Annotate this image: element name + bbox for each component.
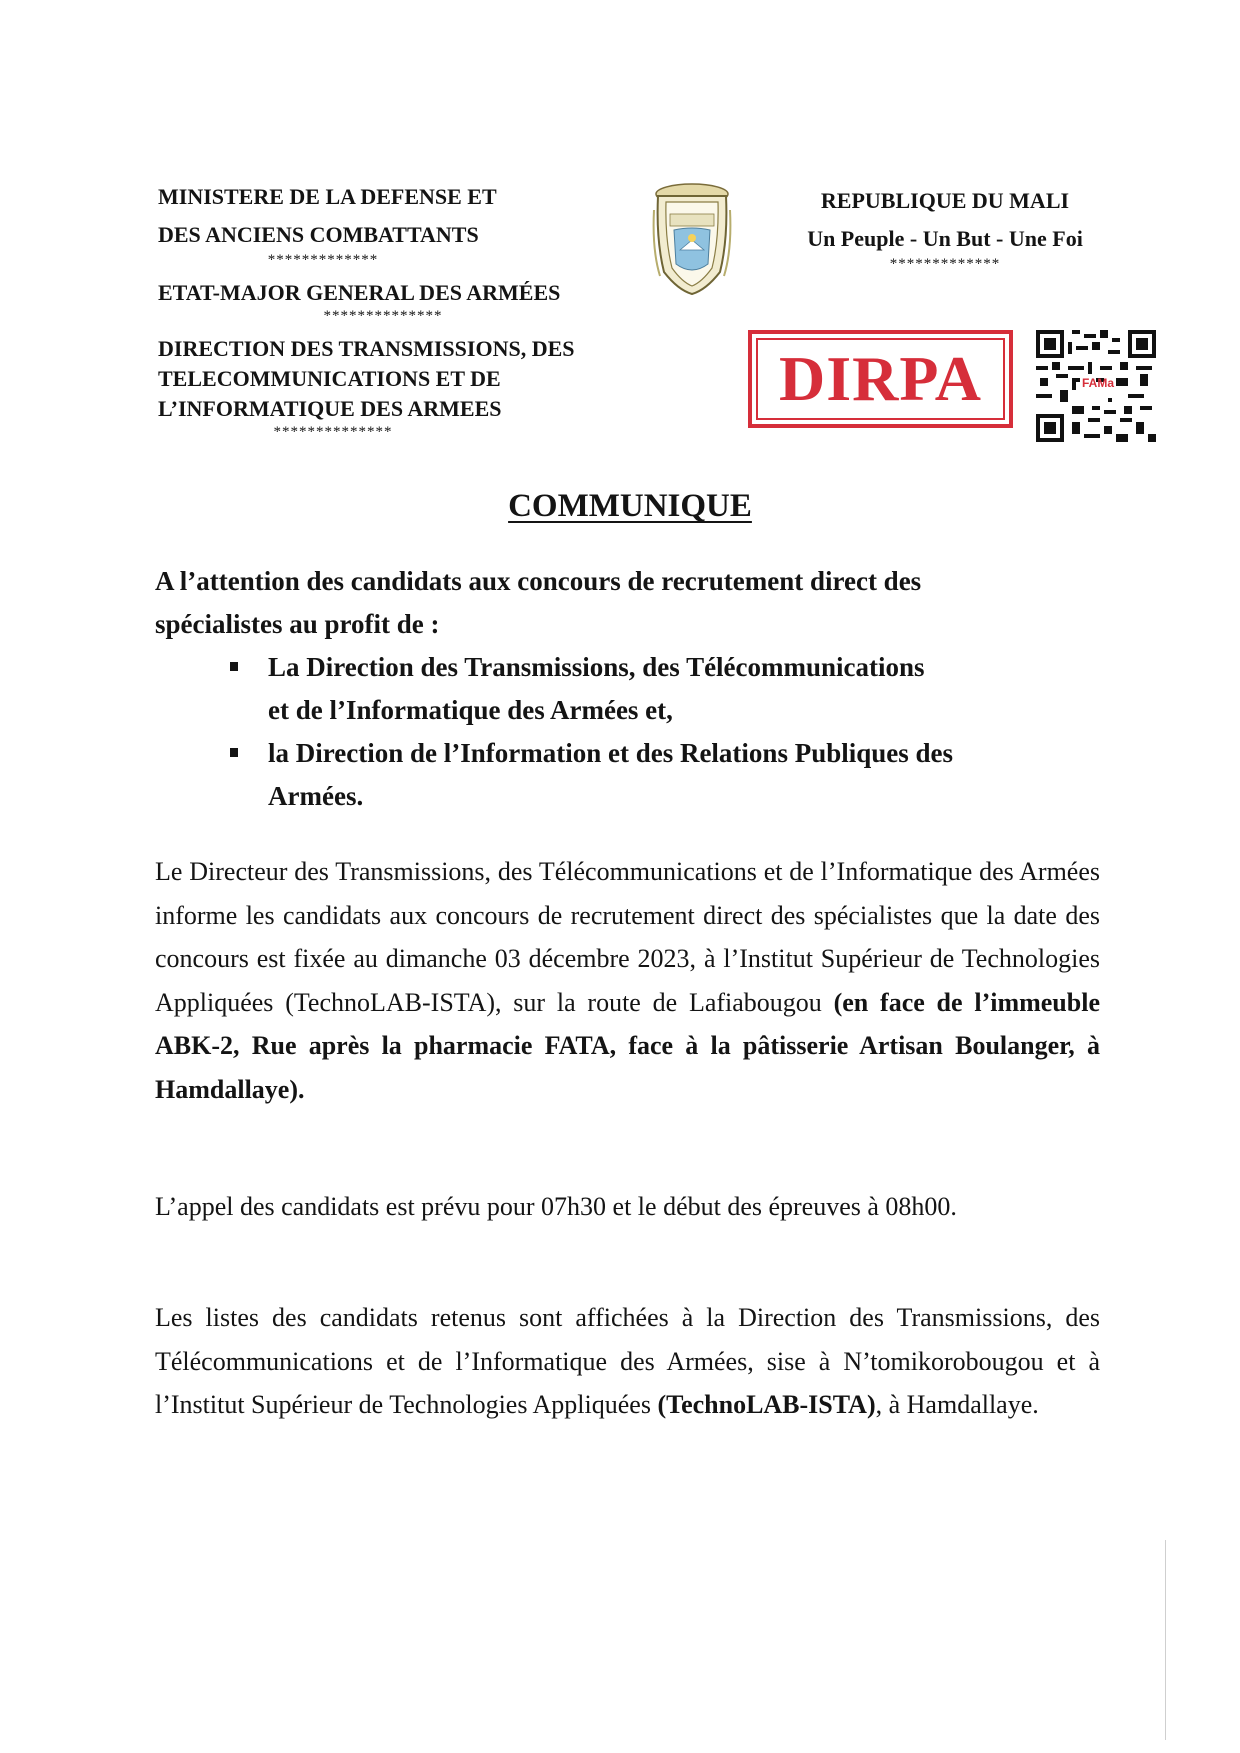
scan-edge-line — [1165, 1540, 1166, 1740]
qr-label: FAMa — [1081, 376, 1114, 390]
national-motto: Un Peuple - Un But - Une Foi — [807, 226, 1083, 251]
separator-stars: ************** — [273, 424, 393, 440]
separator-stars: ************* — [889, 256, 1001, 272]
ministry-line-2: DES ANCIENS COMBATTANTS — [158, 222, 479, 247]
announcement-paragraph — [155, 850, 1100, 1111]
qr-code-icon — [1036, 330, 1156, 442]
paragraph-text: Le Directeur des Transmissions, des Télécommunications et de l’Informatique des Armées informe les candidats aux concours de recrutement direct des spécialistes que la date des concours est fixée au dimanche 03 décembre 2023, à l’Institut Supérieur de Technologies Appliquées (TechnoLAB-ISTA), sur la route de Lafiabougou — [155, 857, 1100, 1017]
etat-major-line: ETAT-MAJOR GENERAL DES ARMÉES — [158, 280, 561, 305]
bullet-icon — [230, 662, 238, 671]
list-item-line: et de l’Informatique des Armées et, — [268, 695, 673, 725]
location-details: (en face de l’immeuble ABK-2, Rue après la pharmacie FATA, face à la pâtisserie Artisan Boulanger, à Hamdallaye). — [155, 987, 1100, 1104]
direction-line-1: DIRECTION DES TRANSMISSIONS, DES — [158, 336, 575, 361]
page-title: COMMUNIQUE — [508, 488, 752, 524]
list-item-line: La Direction des Transmissions, des Télécommunications — [268, 652, 925, 682]
schedule-paragraph — [155, 1185, 1100, 1229]
list-item-line: la Direction de l’Information et des Relations Publiques des — [268, 738, 954, 768]
bullet-icon — [230, 748, 238, 757]
separator-stars: ************** — [323, 308, 443, 324]
separator-stars: ************* — [267, 252, 379, 268]
direction-line-3: L’INFORMATIQUE DES ARMEES — [158, 396, 502, 421]
intro-line-2: spécialistes au profit de : — [155, 609, 440, 639]
republic-name: REPUBLIQUE DU MALI — [820, 188, 1070, 213]
list-item — [268, 646, 1108, 732]
paragraph-text: , à Hamdallaye. — [875, 1390, 1039, 1419]
institute-acronym: (TechnoLAB-ISTA) — [657, 1390, 876, 1419]
paragraph-text: L’appel des candidats est prévu pour 07h30 et le début des épreuves à 08h00. — [155, 1192, 957, 1221]
lists-paragraph — [155, 1296, 1100, 1427]
dirpa-stamp — [748, 330, 1013, 428]
stamp-text: DIRPA — [779, 343, 982, 414]
destination-list — [268, 646, 1108, 818]
paragraph-text: Les listes des candidats retenus sont affichées à la Direction des Transmissions, des Télécommunications et de l’Informatique des Armées, sise à N’tomikorobougou et à l’Institut Supérieur de Technologies Appliquées — [155, 1303, 1100, 1419]
intro-heading — [155, 560, 1100, 646]
list-item-line: Armées. — [268, 781, 364, 811]
intro-line-1: A l’attention des candidats aux concours de recrutement direct des — [155, 566, 922, 596]
list-item — [268, 732, 1108, 818]
army-emblem-icon — [650, 180, 734, 298]
direction-line-2: TELECOMMUNICATIONS ET DE — [158, 366, 501, 391]
ministry-line-1: MINISTERE DE LA DEFENSE ET — [158, 184, 497, 209]
